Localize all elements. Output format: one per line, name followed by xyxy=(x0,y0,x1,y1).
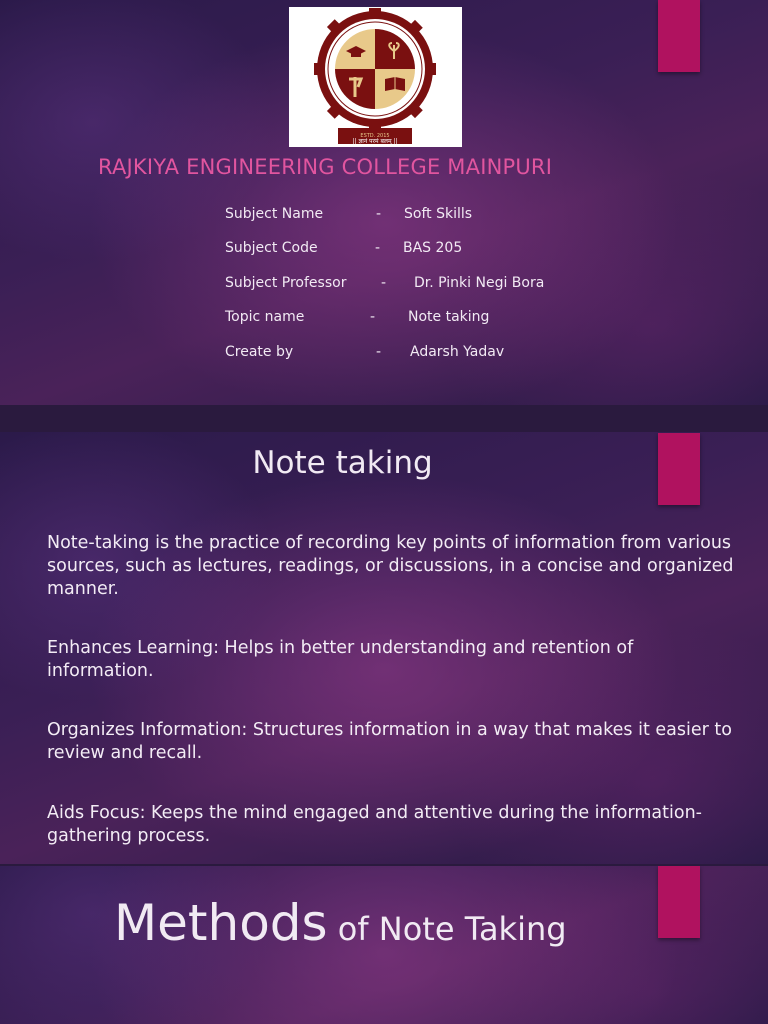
slide-title: Note taking xyxy=(252,445,433,481)
info-label: Topic name xyxy=(225,309,305,325)
info-separator: - xyxy=(370,309,376,325)
logo-established-text: ESTD. 2015 xyxy=(360,133,390,139)
note-taking-slide xyxy=(0,432,768,864)
info-value: Dr. Pinki Negi Bora xyxy=(414,275,545,291)
info-value: Soft Skills xyxy=(404,206,473,222)
paragraph-organizes-information: Organizes Information: Structures information in a way that makes it easier to review and recall. xyxy=(47,720,732,763)
info-separator: - xyxy=(376,206,382,222)
info-label: Subject Name xyxy=(225,206,324,222)
info-value: BAS 205 xyxy=(403,240,463,256)
methods-slide xyxy=(0,866,768,1024)
info-separator: - xyxy=(375,240,381,256)
title-slide xyxy=(0,0,768,405)
college-name: RAJKIYA ENGINEERING COLLEGE MAINPURI xyxy=(98,155,553,179)
info-value: Note taking xyxy=(408,309,490,325)
info-separator: - xyxy=(381,275,387,291)
info-label: Create by xyxy=(225,344,294,360)
title-small: of Note Taking xyxy=(327,910,567,948)
college-seal-icon xyxy=(289,7,462,147)
paragraph-aids-focus: Aids Focus: Keeps the mind engaged and attentive during the information-gathering process. xyxy=(47,803,702,846)
info-label: Subject Professor xyxy=(225,275,347,291)
paragraph-enhances-learning: Enhances Learning: Helps in better understanding and retention of information. xyxy=(47,638,634,681)
paragraph-definition: Note-taking is the practice of recording key points of information from various sources, such as lectures, readings, or discussions, in a concise and organized manner. xyxy=(47,533,734,599)
info-label: Subject Code xyxy=(225,240,318,256)
slide-title xyxy=(114,894,567,952)
logo-motto-text: || ज्ञानं परमं बलम् || xyxy=(352,138,398,145)
info-value: Adarsh Yadav xyxy=(410,344,505,360)
college-logo xyxy=(289,7,462,147)
info-separator: - xyxy=(376,344,382,360)
accent-bar xyxy=(658,866,700,938)
accent-bar xyxy=(658,0,700,72)
title-big: Methods xyxy=(114,894,328,952)
